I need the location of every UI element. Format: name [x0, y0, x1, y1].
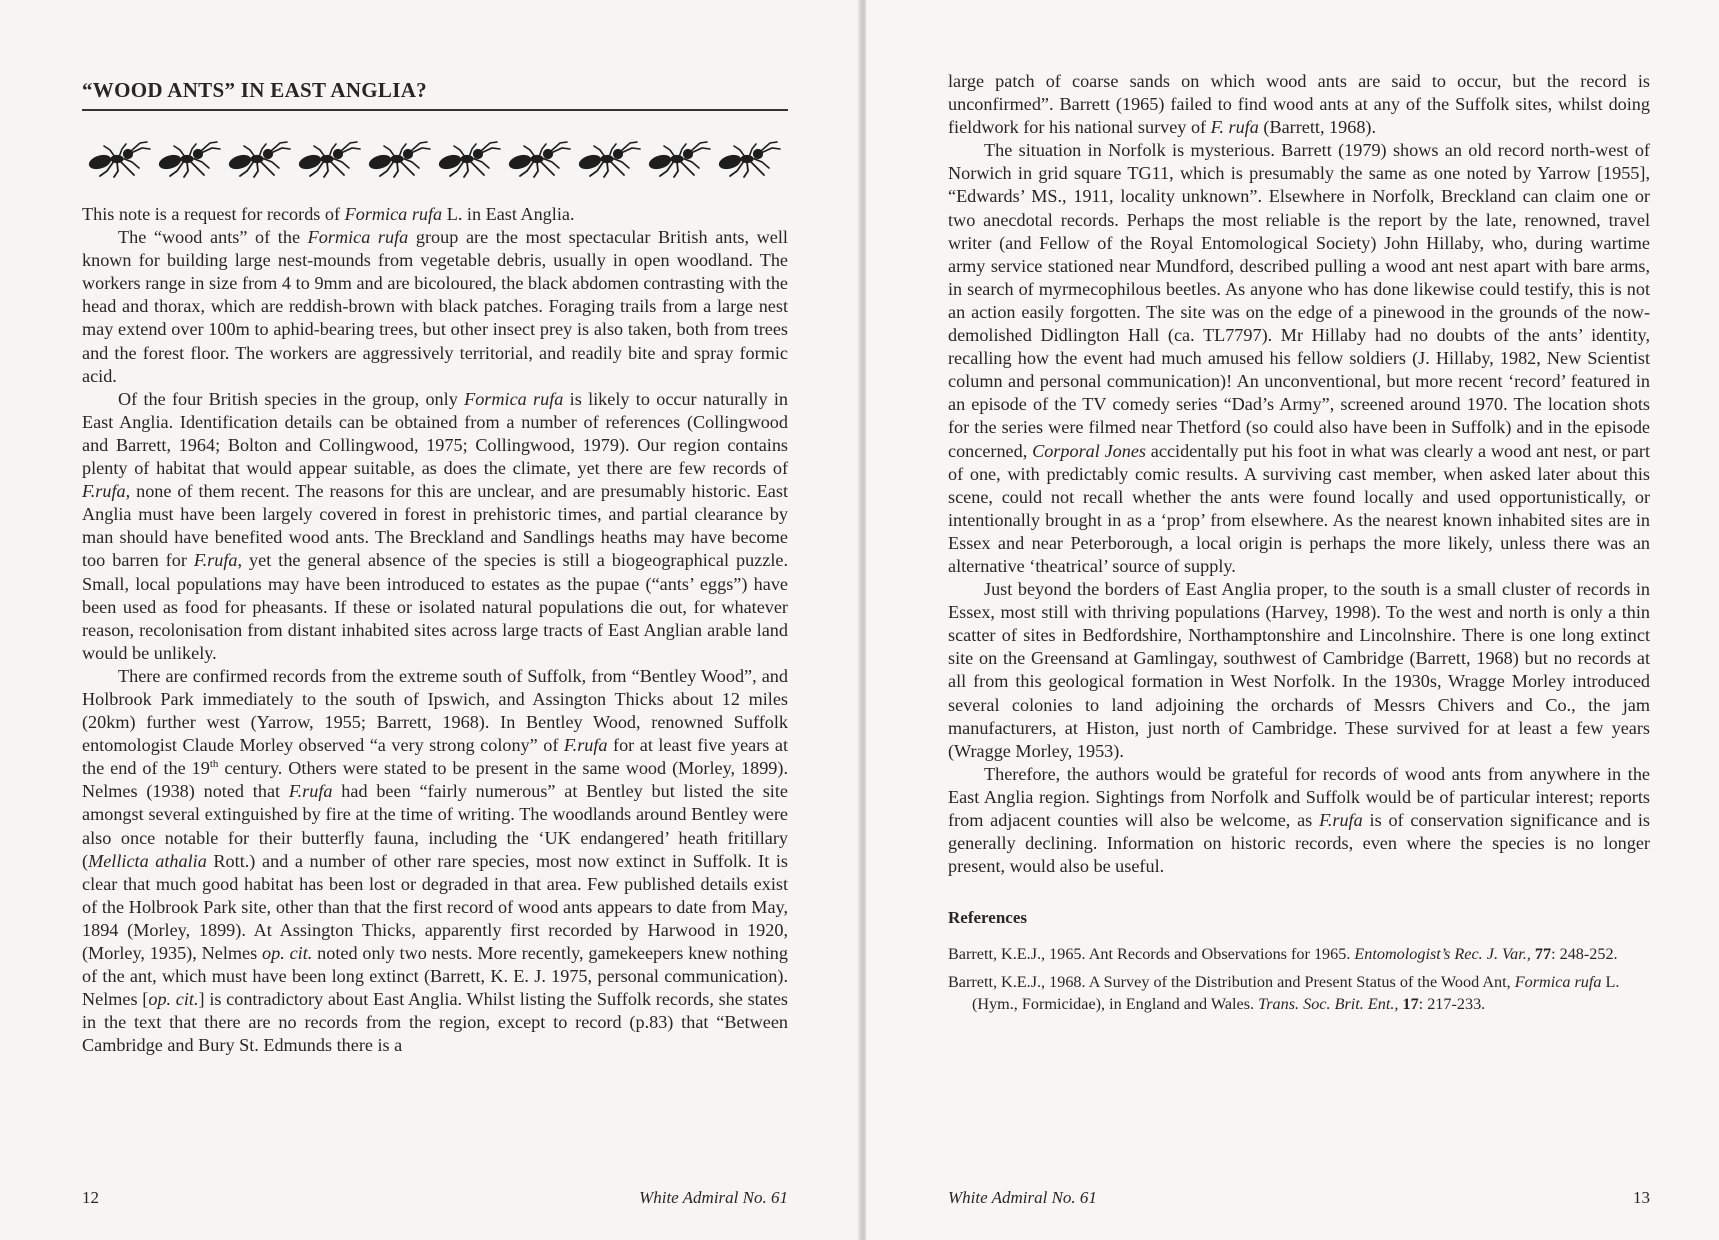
- ant-icon: [644, 138, 714, 178]
- paragraph: There are confirmed records from the extreme south of Suffolk, from “Bentley Wood”, and Holbrook Park immediately to the south of Ipswich, and Assington Thicks about 12 miles (20km) further west (Yarrow, 1955; Barrett, 1968). In Bentley Wood, renowned Suffolk entomologist Claude Morley observed “a very strong colony” of F.rufa for at least five years at the end of the 19th century. Others were stated to be present in the same wood (Morley, 1899). Nelmes (1938) noted that F.rufa had been “fairly numerous” at Bentley but listed the site amongst several extinguished by fire at the time of writing. The woodlands around Bentley were also once notable for their butterfly fauna, including the ‘UK endangered’ heath fritillary (Mellicta athalia Rott.) and a number of other rare species, most now extinct in Suffolk. It is clear that much good habitat has been lost or degraded in that area. Few published details exist of the Holbrook Park site, other than that the first record of wood ants appears to date from May, 1894 (Morley, 1899). At Assington Thicks, apparently first recorded by Harwood in 1920, (Morley, 1935), Nelmes op. cit. noted only two nests. More recently, gamekeepers knew nothing of the ant, which must have been long extinct (Barrett, K. E. J. 1975, personal communication). Nelmes [op. cit.] is contradictory about East Anglia. Whilst listing the Suffolk records, she states in the text that there are no records from the region, except to record (p.83) that “Between Cambridge and Bury St. Edmunds there is a: [82, 665, 788, 1056]
- reference-text-continued: L. (Hym., Formicidae), in England and Wales.: [972, 973, 1620, 1014]
- page-number-left: 12: [82, 1188, 99, 1207]
- paragraph: large patch of coarse sands on which wood ants are said to occur, but the record is unconfirmed”. Barrett (1965) failed to find wood ants at any of the Suffolk sites, whilst doing fieldwork for his national survey of F. rufa (Barrett, 1968).: [948, 71, 1650, 138]
- ant-decoration-row: [84, 136, 784, 180]
- journal-footer-right: White Admiral No. 61: [948, 1188, 1097, 1207]
- paragraph: Just beyond the borders of East Anglia proper, to the south is a small cluster of records in Essex, most still with thriving populations (Harvey, 1998). To the west and north is only a thin scatter of sites in Bedfordshire, Northamptonshire and Lincolnshire. There is one long extinct site on the Greensand at Gamlingay, southwest of Cambridge (Barrett, 1968) but no records at all from this geological formation in West Norfolk. In the 1930s, Wragge Morley introduced several colonies to land adjoining the orchards of Messrs Chivers and Co., the jam manufacturers, at Histon, just north of Cambridge. These survived for at least a few years (Wragge Morley, 1953).: [948, 579, 1650, 761]
- ant-icon: [294, 138, 364, 178]
- ant-icon: [364, 138, 434, 178]
- ant-icon: [714, 138, 784, 178]
- reference-species: Formica rufa: [1514, 973, 1602, 992]
- paragraph: Of the four British species in the group, only Formica rufa is likely to occur naturally in East Anglia. Identification details can be obtained from a number of references (Collingwood and Barrett, 1964; Bolton and Collingwood, 1975; Collingwood, 1979). Our region contains plenty of habitat that would appear suitable, as does the climate, yet there are few records of F.rufa, none of them recent. The reasons for this are unclear, and are presumably historic. East Anglia must have been largely covered in forest in prehistoric times, and partial clearance by man should have benefited wood ants. The Breckland and Sandlings heaths may have become too barren for F.rufa, yet the general absence of the species is still a biogeographical puzzle. Small, local populations may have been introduced to estates as the pupae (“ants’ eggs”) have been used as food for pheasants. If these or isolated natural populations die out, for whatever reason, recolonisation from distant inhabited sites across large tracts of East Anglian arable land would be unlikely.: [82, 388, 788, 663]
- reference-pages: : 248-252.: [1551, 945, 1618, 964]
- right-column-text: [948, 70, 1650, 1021]
- ant-icon: [84, 138, 154, 178]
- ant-icon: [224, 138, 294, 178]
- ant-icon: [434, 138, 504, 178]
- paragraph: Therefore, the authors would be grateful for records of wood ants from anywhere in the East Anglia region. Sightings from Norfolk and Suffolk would be of particular interest; reports from adjacent counties will also be welcome, as F.rufa is of conservation significance and is generally declining. Information on historic records, even where the species is no longer present, would also be useful.: [948, 763, 1650, 877]
- reference-journal: Entomologist’s Rec. J. Var.,: [1354, 945, 1531, 964]
- reference-text: Barrett, K.E.J., 1968. A Survey of the Distribution and Present Status of the Wood Ant,: [948, 973, 1511, 992]
- reference-pages: : 217-233.: [1418, 995, 1486, 1014]
- paragraph: The situation in Norfolk is mysterious. Barrett (1979) shows an old record north-west of Norwich in grid square TG11, which is presumably the same as one noted by Yarrow [1955], “Edwards’ MS., 1911, locality unknown”. Elsewhere in Norfolk, Breckland can claim one or two anecdotal records. Perhaps the most reliable is the report by the late, renowned, travel writer (and Fellow of the Royal Entomological Society) John Hillaby, who, during wartime army service stationed near Mundford, described pulling a wood ant nest apart with bare arms, in search of myrmecophilous beetles. As anyone who has done likewise could testify, this is not an action easily forgotten. The site was on the edge of a pinewood in the grounds of the now-demolished Didlington Hall (ca. TL7797). Mr Hillaby had no doubts of the ants’ identity, recalling how the event had much amused his fellow soldiers (J. Hillaby, 1982, New Scientist column and personal communication)! An unconventional, but more recent ‘record’ featured in an episode of the TV comedy series “Dad’s Army”, screened around 1970. The location shots for the series were filmed near Thetford (so could also have been in Suffolk) and in the episode concerned, Corporal Jones accidentally put his foot in what was clearly a wood ant nest, or part of one, with predictably comic results. A surviving cast member, when asked later about this scene, could not recall whether the ants were found locally and used opportunistically, or intentionally brought in as a ‘prop’ from elsewhere. As the nearest known inhabited sites are in Essex and near Peterborough, a local origin is perhaps the more likely, unless there was an alternative ‘theatrical’ source of supply.: [948, 140, 1650, 576]
- reference-text: Barrett, K.E.J., 1965. Ant Records and Observations for 1965.: [948, 945, 1351, 964]
- reference-item: [948, 943, 1650, 965]
- paragraph: This note is a request for records of Formica rufa L. in East Anglia.: [82, 204, 575, 224]
- reference-journal: Trans. Soc. Brit. Ent.,: [1258, 995, 1399, 1014]
- references-heading: References: [948, 908, 1027, 928]
- page-number-right: 13: [1633, 1188, 1650, 1207]
- reference-volume: 77: [1534, 945, 1552, 964]
- ant-icon: [504, 138, 574, 178]
- article-title: “WOOD ANTS” IN EAST ANGLIA?: [82, 78, 788, 111]
- reference-volume: 17: [1402, 995, 1419, 1014]
- ant-icon: [574, 138, 644, 178]
- left-column-text: [82, 203, 788, 1057]
- ant-icon: [154, 138, 224, 178]
- paragraph: The “wood ants” of the Formica rufa group are the most spectacular British ants, well known for building large nest-mounds from vegetable debris, usually in open woodland. The workers range in size from 4 to 9mm and are bicoloured, the black abdomen contrasting with the head and thorax, which are reddish-brown with black patches. Foraging trails from a large nest may extend over 100m to aphid-bearing trees, but other insect prey is also taken, both from trees and the forest floor. The workers are aggressively territorial, and readily bite and spray formic acid.: [82, 227, 788, 386]
- reference-item: [948, 971, 1650, 1015]
- journal-footer-left: White Admiral No. 61: [639, 1188, 788, 1207]
- right-page: [866, 0, 1719, 1240]
